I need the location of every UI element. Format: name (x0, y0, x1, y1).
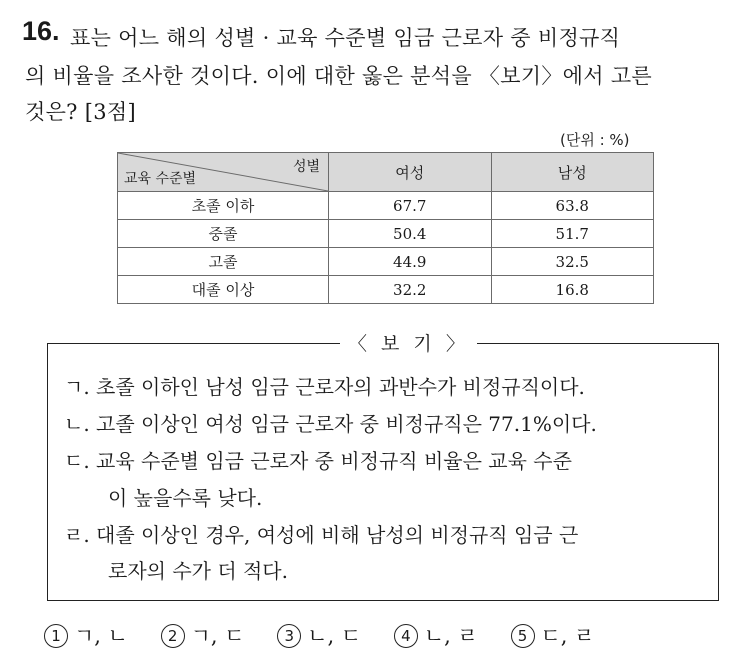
row-label: 대졸 이상 (118, 276, 329, 304)
table-row (118, 220, 654, 248)
choice-text: ㄴ, ㄹ (423, 624, 478, 648)
question-line-1: 표는 어느 해의 성별 · 교육 수준별 임금 근로자 중 비정규직 (70, 26, 621, 50)
row-label: 중졸 (118, 220, 329, 248)
corner-label-education: 교육 수준별 (124, 171, 197, 187)
corner-label-gender: 성별 (292, 159, 320, 175)
choice-2[interactable] (161, 620, 245, 650)
table-corner-header (118, 153, 329, 192)
choice-number: 4 (394, 624, 418, 648)
table-unit: (단위 : %) (560, 131, 630, 149)
cell-female: 32.2 (329, 276, 492, 304)
bogi-item-rieul-cont: 로자의 수가 더 적다. (108, 559, 288, 583)
cell-male: 51.7 (491, 220, 654, 248)
question-number: 16. (22, 16, 60, 46)
row-label: 고졸 (118, 248, 329, 276)
question-line-3: 것은? [3점] (25, 100, 136, 124)
bogi-item-digeut-cont: 이 높을수록 낮다. (108, 486, 263, 510)
cell-female: 67.7 (329, 192, 492, 220)
choice-text: ㄴ, ㄷ (307, 624, 362, 648)
column-header-male: 남성 (491, 153, 654, 192)
choice-number: 5 (511, 624, 535, 648)
choice-text: ㄱ, ㄴ (74, 624, 128, 648)
cell-male: 32.5 (491, 248, 654, 276)
choice-text: ㄱ, ㄷ (190, 624, 245, 648)
choice-3[interactable] (277, 620, 361, 650)
table-row (118, 276, 654, 304)
cell-female: 50.4 (329, 220, 492, 248)
answer-choices (44, 620, 620, 650)
choice-5[interactable] (511, 620, 595, 650)
bogi-title: 〈 보 기 〉 (340, 329, 477, 356)
choice-text: ㄷ, ㄹ (540, 624, 595, 648)
bogi-item-giyeok: ㄱ. 초졸 이하인 남성 임금 근로자의 과반수가 비정규직이다. (64, 375, 585, 399)
bogi-item-nieun: ㄴ. 고졸 이상인 여성 임금 근로자 중 비정규직은 77.1%이다. (64, 412, 597, 436)
choice-number: 1 (44, 624, 68, 648)
row-label: 초졸 이하 (118, 192, 329, 220)
bogi-item-rieul: ㄹ. 대졸 이상인 경우, 여성에 비해 남성의 비정규직 임금 근 (64, 523, 579, 547)
table-row (118, 248, 654, 276)
data-table (117, 152, 654, 304)
choice-4[interactable] (394, 620, 478, 650)
cell-male: 63.8 (491, 192, 654, 220)
choice-1[interactable] (44, 620, 128, 650)
question-line-2: 의 비율을 조사한 것이다. 이에 대한 옳은 분석을 〈보기〉에서 고른 (25, 64, 653, 88)
bogi-item-digeut: ㄷ. 교육 수준별 임금 근로자 중 비정규직 비율은 교육 수준 (64, 449, 572, 473)
choice-number: 3 (277, 624, 301, 648)
cell-male: 16.8 (491, 276, 654, 304)
choice-number: 2 (161, 624, 185, 648)
table-row (118, 192, 654, 220)
cell-female: 44.9 (329, 248, 492, 276)
column-header-female: 여성 (329, 153, 492, 192)
